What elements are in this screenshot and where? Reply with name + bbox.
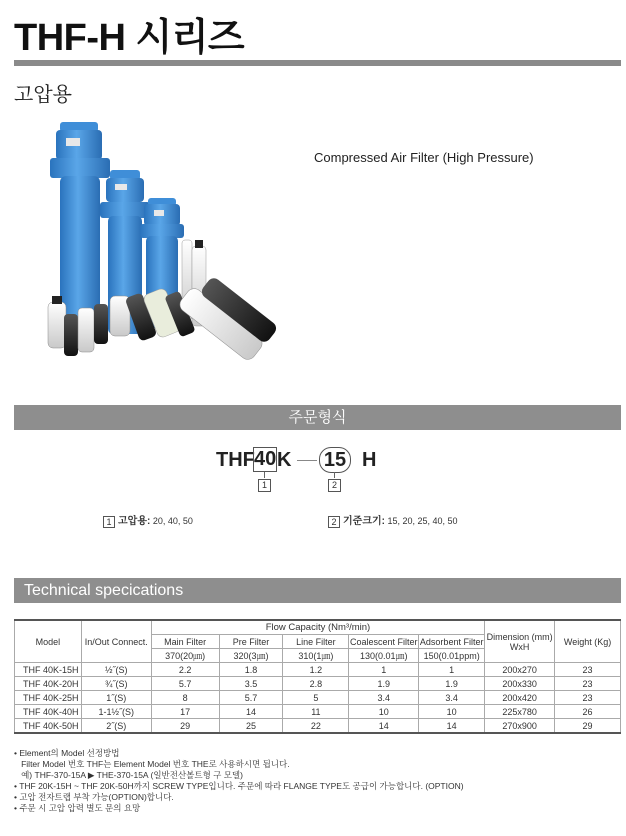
cell-inout: 1˝(S) [81, 691, 151, 705]
cell-line: 5 [283, 691, 349, 705]
page-title: THF-H 시리즈 [14, 17, 245, 59]
rating-adsorbent: 150(0.01ppm) [419, 649, 485, 663]
cell-coalescent: 10 [349, 705, 419, 719]
table-row [15, 705, 621, 719]
order-code-part1: 40 [254, 448, 277, 470]
spec-table [14, 619, 621, 734]
note-item [14, 770, 464, 781]
legend-marker-2: 2 [328, 516, 340, 528]
cell-model: THF 40K-40H [15, 705, 82, 719]
note-item: • 고압 전자트랩 부착 가능(OPTION)합니다. [14, 792, 174, 802]
legend-item-1 [103, 512, 193, 528]
col-dimension: Dimension (mm) WxH [485, 620, 555, 663]
cell-pre: 25 [219, 719, 283, 734]
cell-pre: 5.7 [219, 691, 283, 705]
filter-housing-large [50, 122, 110, 326]
tech-specs-header: Technical specications [14, 578, 621, 603]
cell-model: THF 40K-25H [15, 691, 82, 705]
cell-dimension: 270x900 [485, 719, 555, 734]
cell-inout: ¾˝(S) [81, 677, 151, 691]
cell-main: 17 [151, 705, 219, 719]
note-item: • 주문 시 고압 압력 별도 문의 요망 [14, 803, 141, 813]
cell-line: 11 [283, 705, 349, 719]
cell-dimension: 200x330 [485, 677, 555, 691]
col-adsorbent-filter: Adsorbent Filter [419, 636, 484, 647]
cell-model: THF 40K-50H [15, 719, 82, 734]
order-code-suffix: H [362, 449, 377, 471]
cell-adsorbent: 1.9 [419, 677, 485, 691]
order-code-k: K [277, 449, 292, 471]
cell-inout: ½˝(S) [81, 663, 151, 677]
cell-coalescent: 1 [349, 663, 419, 677]
cell-pre: 1.8 [219, 663, 283, 677]
cell-main: 8 [151, 691, 219, 705]
col-model: Model [15, 620, 82, 663]
rating-coalescent: 130(0.01㎛) [349, 649, 419, 663]
note-text: 고압 전자트랩 부착 가능(OPTION)합니다. [19, 792, 174, 802]
cell-main: 2.2 [151, 663, 219, 677]
order-code-part2: 15 [319, 447, 351, 473]
cell-line: 2.8 [283, 677, 349, 691]
cell-weight: 26 [555, 705, 621, 719]
cell-dimension: 200x420 [485, 691, 555, 705]
cell-coalescent: 1.9 [349, 677, 419, 691]
col-main-filter: Main Filter [151, 635, 219, 649]
col-coalescent-filter: Coalescent Filter [349, 636, 418, 647]
cell-dimension: 200x270 [485, 663, 555, 677]
note-item: • THF 20K-15H ~ THF 20K-50H까지 SCREW TYPE입니다. 주문에 따라 FLANGE TYPE도 공급이 가능합니다. (OPTION) [14, 781, 464, 791]
cell-weight: 29 [555, 719, 621, 734]
cell-weight: 23 [555, 663, 621, 677]
cell-adsorbent: 1 [419, 663, 485, 677]
note-item: • Element의 Model 선정방법 [14, 748, 120, 758]
product-caption: Compressed Air Filter (High Pressure) [314, 150, 534, 165]
col-inout: In/Out Connect. [81, 620, 151, 663]
cell-model: THF 40K-20H [15, 677, 82, 691]
cell-coalescent: 14 [349, 719, 419, 734]
cell-adsorbent: 10 [419, 705, 485, 719]
marker-2: 2 [328, 479, 341, 492]
cell-model: THF 40K-15H [15, 663, 82, 677]
cell-inout: 2˝(S) [81, 719, 151, 734]
legend-marker-1: 1 [103, 516, 115, 528]
section-subtitle: 고압용 [14, 84, 72, 106]
rating-pre: 320(3㎛) [219, 649, 283, 663]
col-flow-capacity: Flow Capacity (Nm³/min) [151, 620, 484, 635]
note-text: 주문 시 고압 압력 별도 문의 요망 [19, 803, 141, 813]
order-code-dash [297, 460, 317, 461]
note-text: Element의 Model 선정방법 [19, 748, 120, 758]
table-row [15, 663, 621, 677]
cell-main: 29 [151, 719, 219, 734]
cell-adsorbent: 14 [419, 719, 485, 734]
rating-line: 310(1㎛) [283, 649, 349, 663]
cell-main: 5.7 [151, 677, 219, 691]
col-weight: Weight (Kg) [555, 620, 621, 663]
notes [14, 748, 464, 814]
order-code-prefix: THF [216, 449, 255, 471]
order-format-header: 주문형식 [14, 405, 621, 430]
note-item [14, 759, 464, 770]
cell-inout: 1-1½˝(S) [81, 705, 151, 719]
cell-adsorbent: 3.4 [419, 691, 485, 705]
cell-line: 22 [283, 719, 349, 734]
col-pre-filter: Pre Filter [219, 635, 283, 649]
rating-main: 370(20㎛) [151, 649, 219, 663]
legend-label-1: 고압용: [118, 516, 151, 527]
legend-values-2: 15, 20, 25, 40, 50 [387, 516, 458, 526]
table-row [15, 691, 621, 705]
title-divider [14, 60, 621, 66]
cell-weight: 23 [555, 677, 621, 691]
legend-item-2 [328, 512, 458, 528]
cell-pre: 14 [219, 705, 283, 719]
marker-line-1 [264, 472, 265, 478]
col-line-filter: Line Filter [283, 635, 349, 649]
cell-dimension: 225x780 [485, 705, 555, 719]
table-row [15, 719, 621, 734]
legend-label-2: 기준크기: [343, 516, 385, 527]
marker-line-2 [334, 472, 335, 478]
marker-1: 1 [258, 479, 271, 492]
cell-line: 1.2 [283, 663, 349, 677]
cell-weight: 23 [555, 691, 621, 705]
note-text: Filter Model 번호 THF는 Element Model 번호 THE로 사용하시면 됩니다. [21, 759, 290, 769]
cell-pre: 3.5 [219, 677, 283, 691]
legend-values-1: 20, 40, 50 [152, 516, 193, 526]
product-image [40, 118, 300, 376]
note-text: 예) THF-370-15A ▶ THE-370-15A (일반전산볼트형 구 모델) [21, 770, 243, 780]
cell-coalescent: 3.4 [349, 691, 419, 705]
note-text: THF 20K-15H ~ THF 20K-50H까지 SCREW TYPE입니다. 주문에 따라 FLANGE TYPE도 공급이 가능합니다. (OPTION) [19, 781, 464, 791]
table-row [15, 677, 621, 691]
